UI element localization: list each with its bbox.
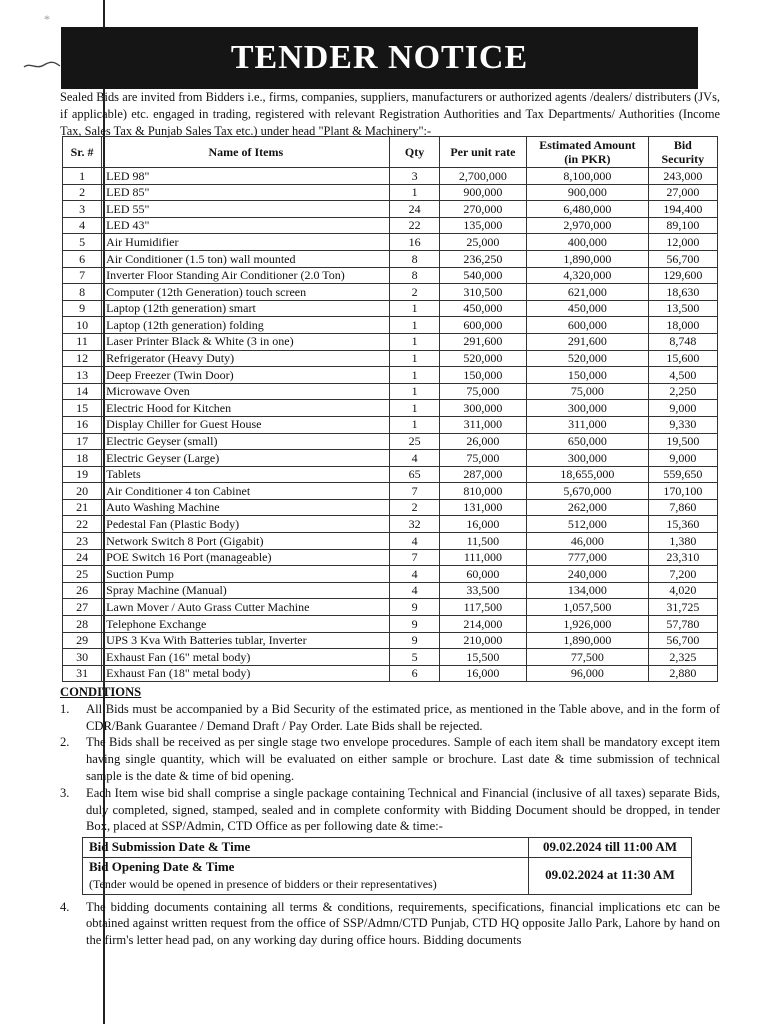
- cell-qty: 25: [390, 433, 439, 450]
- cell-rate: 900,000: [439, 184, 526, 201]
- cell-item-name: Spray Machine (Manual): [102, 582, 390, 599]
- cell-estimated: 6,480,000: [527, 201, 649, 218]
- cell-estimated: 450,000: [527, 300, 649, 317]
- cell-rate: 2,700,000: [439, 168, 526, 185]
- condition-item: [60, 785, 720, 835]
- condition-text: The bidding documents containing all terms & conditions, requirements, specifications, financial implications etc can be obtained against written request from the office of SSP/Admn/CTD Punjab, CTD HQ opposite Jallo Park, Lahore by hand on the firm's letter head pad, on any working day during office hours. Bidding documents: [86, 899, 720, 948]
- table-row: [63, 317, 718, 334]
- cell-bid-security: 56,700: [648, 250, 717, 267]
- cell-item-name: Telephone Exchange: [102, 616, 390, 633]
- condition-item: [60, 734, 720, 784]
- cell-estimated: 2,970,000: [527, 217, 649, 234]
- cell-estimated: 650,000: [527, 433, 649, 450]
- cell-estimated: 5,670,000: [527, 483, 649, 500]
- cell-rate: 111,000: [439, 549, 526, 566]
- cell-bid-security: 4,020: [648, 582, 717, 599]
- cell-sr: 22: [63, 516, 102, 533]
- cell-sr: 10: [63, 317, 102, 334]
- cell-bid-security: 18,630: [648, 284, 717, 301]
- intro-paragraph: Sealed Bids are invited from Bidders i.e., firms, companies, suppliers, manufacturers or authorized agents /dealers/ distributers (JVs, if applicable) etc. engaged in trading, registered with relevant Registration Authorities and Tax Departments/ Authorities (Income Tax, Sales Tax & Punjab Sales Tax etc.) under head "Plant & Machinery":-: [60, 90, 720, 138]
- cell-sr: 19: [63, 466, 102, 483]
- cell-sr: 7: [63, 267, 102, 284]
- cell-qty: 7: [390, 549, 439, 566]
- table-row: [63, 632, 718, 649]
- cell-estimated: 96,000: [527, 665, 649, 682]
- cell-qty: 8: [390, 267, 439, 284]
- opening-value: 09.02.2024 at 11:30 AM: [529, 857, 692, 894]
- cell-rate: 287,000: [439, 466, 526, 483]
- table-row: [63, 566, 718, 583]
- cell-sr: 14: [63, 383, 102, 400]
- condition-item: [60, 899, 720, 949]
- cell-item-name: Pedestal Fan (Plastic Body): [102, 516, 390, 533]
- cell-sr: 18: [63, 450, 102, 467]
- cell-estimated: 8,100,000: [527, 168, 649, 185]
- cell-qty: 5: [390, 649, 439, 666]
- cell-estimated: 75,000: [527, 383, 649, 400]
- cell-rate: 60,000: [439, 566, 526, 583]
- table-row: [63, 582, 718, 599]
- table-row: [63, 383, 718, 400]
- table-row: [63, 250, 718, 267]
- cell-sr: 15: [63, 400, 102, 417]
- header-bid-security: Bid Security: [648, 137, 717, 168]
- table-row: [63, 433, 718, 450]
- cell-qty: 2: [390, 284, 439, 301]
- cell-item-name: Laser Printer Black & White (3 in one): [102, 333, 390, 350]
- cell-rate: 16,000: [439, 665, 526, 682]
- cell-bid-security: 12,000: [648, 234, 717, 251]
- header-sr: Sr. #: [63, 137, 102, 168]
- cell-estimated: 400,000: [527, 234, 649, 251]
- cell-estimated: 262,000: [527, 499, 649, 516]
- opening-cell: [83, 857, 529, 894]
- cell-qty: 22: [390, 217, 439, 234]
- cell-bid-security: 56,700: [648, 632, 717, 649]
- cell-rate: 33,500: [439, 582, 526, 599]
- cell-item-name: Air Humidifier: [102, 234, 390, 251]
- condition-text: The Bids shall be received as per single stage two envelope procedures. Sample of each item shall be mandatory except item having single quantity, which will be evaluated on either sample or brochure. Last date & time submission of technical sample is the date & time of bid opening.: [86, 735, 720, 783]
- cell-estimated: 900,000: [527, 184, 649, 201]
- cell-item-name: UPS 3 Kva With Batteries tublar, Inverter: [102, 632, 390, 649]
- cell-item-name: Electric Hood for Kitchen: [102, 400, 390, 417]
- cell-sr: 17: [63, 433, 102, 450]
- cell-estimated: 300,000: [527, 400, 649, 417]
- cell-estimated: 240,000: [527, 566, 649, 583]
- cell-rate: 210,000: [439, 632, 526, 649]
- cell-qty: 4: [390, 533, 439, 550]
- cell-item-name: Air Conditioner 4 ton Cabinet: [102, 483, 390, 500]
- condition-number: 3.: [60, 785, 70, 800]
- cell-estimated: 134,000: [527, 582, 649, 599]
- table-row: [63, 201, 718, 218]
- cell-rate: 75,000: [439, 383, 526, 400]
- cell-bid-security: 243,000: [648, 168, 717, 185]
- cell-rate: 150,000: [439, 367, 526, 384]
- cell-sr: 24: [63, 549, 102, 566]
- cell-estimated: 621,000: [527, 284, 649, 301]
- cell-bid-security: 15,600: [648, 350, 717, 367]
- cell-bid-security: 9,000: [648, 400, 717, 417]
- cell-sr: 12: [63, 350, 102, 367]
- cell-item-name: LED 55": [102, 201, 390, 218]
- table-row: [63, 499, 718, 516]
- cell-bid-security: 7,200: [648, 566, 717, 583]
- cell-rate: 310,500: [439, 284, 526, 301]
- cell-bid-security: 13,500: [648, 300, 717, 317]
- cell-sr: 23: [63, 533, 102, 550]
- cell-bid-security: 7,860: [648, 499, 717, 516]
- cell-item-name: Display Chiller for Guest House: [102, 416, 390, 433]
- dates-table: [82, 837, 692, 894]
- cell-bid-security: 194,400: [648, 201, 717, 218]
- header-rate: Per unit rate: [439, 137, 526, 168]
- cell-item-name: Microwave Oven: [102, 383, 390, 400]
- cell-item-name: Auto Washing Machine: [102, 499, 390, 516]
- cell-qty: 6: [390, 665, 439, 682]
- cell-item-name: Exhaust Fan (18" metal body): [102, 665, 390, 682]
- cell-sr: 16: [63, 416, 102, 433]
- header-estimated: Estimated Amount (in PKR): [527, 137, 649, 168]
- table-row: [63, 416, 718, 433]
- cell-rate: 15,500: [439, 649, 526, 666]
- cell-bid-security: 1,380: [648, 533, 717, 550]
- cell-estimated: 4,320,000: [527, 267, 649, 284]
- cell-estimated: 300,000: [527, 450, 649, 467]
- table-row: [63, 533, 718, 550]
- cell-estimated: 512,000: [527, 516, 649, 533]
- table-row: [63, 333, 718, 350]
- table-row: [63, 483, 718, 500]
- cell-estimated: 777,000: [527, 549, 649, 566]
- cell-estimated: 18,655,000: [527, 466, 649, 483]
- cell-qty: 16: [390, 234, 439, 251]
- cell-bid-security: 9,330: [648, 416, 717, 433]
- cell-qty: 8: [390, 250, 439, 267]
- cell-qty: 3: [390, 168, 439, 185]
- conditions-section: [60, 684, 720, 949]
- cell-rate: 270,000: [439, 201, 526, 218]
- cell-estimated: 46,000: [527, 533, 649, 550]
- table-row: [63, 217, 718, 234]
- cell-bid-security: 31,725: [648, 599, 717, 616]
- cell-qty: 1: [390, 184, 439, 201]
- header-name: Name of Items: [102, 137, 390, 168]
- cell-sr: 27: [63, 599, 102, 616]
- table-row: [63, 168, 718, 185]
- cell-estimated: 77,500: [527, 649, 649, 666]
- cell-item-name: Electric Geyser (Large): [102, 450, 390, 467]
- cell-qty: 65: [390, 466, 439, 483]
- cell-bid-security: 27,000: [648, 184, 717, 201]
- cell-rate: 131,000: [439, 499, 526, 516]
- cell-sr: 29: [63, 632, 102, 649]
- table-row: [63, 300, 718, 317]
- cell-sr: 20: [63, 483, 102, 500]
- cell-sr: 1: [63, 168, 102, 185]
- cell-qty: 24: [390, 201, 439, 218]
- cell-item-name: Suction Pump: [102, 566, 390, 583]
- cell-estimated: 1,890,000: [527, 632, 649, 649]
- condition-number: 2.: [60, 735, 70, 750]
- cell-qty: 1: [390, 300, 439, 317]
- cell-rate: 810,000: [439, 483, 526, 500]
- cell-sr: 4: [63, 217, 102, 234]
- cell-rate: 540,000: [439, 267, 526, 284]
- cell-estimated: 1,926,000: [527, 616, 649, 633]
- cell-item-name: LED 85": [102, 184, 390, 201]
- cell-rate: 16,000: [439, 516, 526, 533]
- table-row: [63, 616, 718, 633]
- cell-bid-security: 18,000: [648, 317, 717, 334]
- cell-qty: 9: [390, 632, 439, 649]
- cell-sr: 9: [63, 300, 102, 317]
- table-row: [63, 400, 718, 417]
- cell-qty: 1: [390, 416, 439, 433]
- cell-rate: 520,000: [439, 350, 526, 367]
- cell-estimated: 291,600: [527, 333, 649, 350]
- cell-qty: 9: [390, 616, 439, 633]
- cell-item-name: Lawn Mover / Auto Grass Cutter Machine: [102, 599, 390, 616]
- corner-mark: *: [44, 12, 50, 26]
- cell-bid-security: 19,500: [648, 433, 717, 450]
- cell-bid-security: 170,100: [648, 483, 717, 500]
- cell-rate: 75,000: [439, 450, 526, 467]
- submission-label: Bid Submission Date & Time: [83, 838, 529, 858]
- cell-bid-security: 2,250: [648, 383, 717, 400]
- cell-bid-security: 89,100: [648, 217, 717, 234]
- table-row: [63, 665, 718, 682]
- table-row: [63, 267, 718, 284]
- opening-row: [83, 857, 692, 894]
- cell-item-name: LED 43": [102, 217, 390, 234]
- conditions-title: CONDITIONS: [60, 685, 142, 699]
- table-row: [63, 466, 718, 483]
- cell-item-name: Deep Freezer (Twin Door): [102, 367, 390, 384]
- table-row: [63, 367, 718, 384]
- table-row: [63, 450, 718, 467]
- cell-rate: 291,600: [439, 333, 526, 350]
- cell-rate: 300,000: [439, 400, 526, 417]
- cell-qty: 1: [390, 367, 439, 384]
- cell-qty: 4: [390, 582, 439, 599]
- scan-mark-decoration: [22, 58, 62, 72]
- table-row: [63, 350, 718, 367]
- condition-text: Each Item wise bid shall comprise a single package containing Technical and Financial (inclusive of all taxes) separate Bids, duly completed, signed, stamped, sealed and in complete conformity with Bidding Document should be dropped, in tender Box, placed at SSP/Admin, CTD Office as per following date & time:-: [86, 785, 720, 834]
- cell-qty: 9: [390, 599, 439, 616]
- cell-estimated: 150,000: [527, 367, 649, 384]
- cell-sr: 5: [63, 234, 102, 251]
- table-row: [63, 184, 718, 201]
- condition-item: [60, 701, 720, 735]
- cell-bid-security: 8,748: [648, 333, 717, 350]
- cell-estimated: 1,057,500: [527, 599, 649, 616]
- cell-sr: 11: [63, 333, 102, 350]
- cell-rate: 11,500: [439, 533, 526, 550]
- header-qty: Qty: [390, 137, 439, 168]
- cell-estimated: 1,890,000: [527, 250, 649, 267]
- cell-rate: 600,000: [439, 317, 526, 334]
- cell-qty: 1: [390, 400, 439, 417]
- cell-item-name: LED 98": [102, 168, 390, 185]
- page-title: TENDER NOTICE: [230, 39, 529, 76]
- cell-estimated: 311,000: [527, 416, 649, 433]
- cell-qty: 1: [390, 333, 439, 350]
- cell-sr: 28: [63, 616, 102, 633]
- cell-bid-security: 57,780: [648, 616, 717, 633]
- items-table: [62, 136, 718, 682]
- table-header-row: [63, 137, 718, 168]
- cell-qty: 1: [390, 317, 439, 334]
- cell-bid-security: 15,360: [648, 516, 717, 533]
- cell-item-name: Laptop (12th generation) smart: [102, 300, 390, 317]
- cell-item-name: Electric Geyser (small): [102, 433, 390, 450]
- cell-bid-security: 129,600: [648, 267, 717, 284]
- cell-item-name: Network Switch 8 Port (Gigabit): [102, 533, 390, 550]
- cell-sr: 6: [63, 250, 102, 267]
- table-row: [63, 516, 718, 533]
- opening-label: Bid Opening Date & Time: [89, 858, 235, 874]
- cell-qty: 4: [390, 450, 439, 467]
- cell-rate: 135,000: [439, 217, 526, 234]
- cell-sr: 26: [63, 582, 102, 599]
- table-row: [63, 549, 718, 566]
- table-row: [63, 284, 718, 301]
- cell-rate: 26,000: [439, 433, 526, 450]
- table-row: [63, 599, 718, 616]
- cell-qty: 32: [390, 516, 439, 533]
- cell-bid-security: 4,500: [648, 367, 717, 384]
- condition-number: 4.: [60, 899, 70, 914]
- cell-item-name: Laptop (12th generation) folding: [102, 317, 390, 334]
- table-row: [63, 649, 718, 666]
- cell-item-name: Exhaust Fan (16" metal body): [102, 649, 390, 666]
- cell-item-name: Computer (12th Generation) touch screen: [102, 284, 390, 301]
- items-table-body: [63, 168, 718, 682]
- cell-item-name: Air Conditioner (1.5 ton) wall mounted: [102, 250, 390, 267]
- table-row: [63, 234, 718, 251]
- cell-rate: 25,000: [439, 234, 526, 251]
- submission-row: [83, 838, 692, 858]
- submission-value: 09.02.2024 till 11:00 AM: [529, 838, 692, 858]
- cell-item-name: Inverter Floor Standing Air Conditioner (2.0 Ton): [102, 267, 390, 284]
- cell-bid-security: 2,880: [648, 665, 717, 682]
- cell-bid-security: 2,325: [648, 649, 717, 666]
- condition-number: 1.: [60, 701, 70, 716]
- cell-item-name: POE Switch 16 Port (manageable): [102, 549, 390, 566]
- title-banner: [61, 27, 698, 89]
- cell-rate: 214,000: [439, 616, 526, 633]
- cell-bid-security: 9,000: [648, 450, 717, 467]
- cell-rate: 117,500: [439, 599, 526, 616]
- cell-sr: 3: [63, 201, 102, 218]
- cell-sr: 21: [63, 499, 102, 516]
- cell-rate: 450,000: [439, 300, 526, 317]
- cell-item-name: Refrigerator (Heavy Duty): [102, 350, 390, 367]
- cell-rate: 311,000: [439, 416, 526, 433]
- cell-qty: 4: [390, 566, 439, 583]
- cell-estimated: 600,000: [527, 317, 649, 334]
- cell-sr: 25: [63, 566, 102, 583]
- cell-bid-security: 559,650: [648, 466, 717, 483]
- cell-sr: 30: [63, 649, 102, 666]
- cell-sr: 13: [63, 367, 102, 384]
- opening-note: (Tender would be opened in presence of bidders or their representatives): [89, 876, 437, 891]
- cell-item-name: Tablets: [102, 466, 390, 483]
- cell-bid-security: 23,310: [648, 549, 717, 566]
- cell-rate: 236,250: [439, 250, 526, 267]
- cell-qty: 1: [390, 383, 439, 400]
- cell-estimated: 520,000: [527, 350, 649, 367]
- cell-qty: 1: [390, 350, 439, 367]
- cell-qty: 7: [390, 483, 439, 500]
- cell-qty: 2: [390, 499, 439, 516]
- cell-sr: 8: [63, 284, 102, 301]
- cell-sr: 31: [63, 665, 102, 682]
- cell-sr: 2: [63, 184, 102, 201]
- condition-text: All Bids must be accompanied by a Bid Security of the estimated price, as mentioned in the Table above, and in the form of CDR/Bank Guarantee / Demand Draft / Pay Order. Late Bids shall be rejected.: [86, 701, 720, 733]
